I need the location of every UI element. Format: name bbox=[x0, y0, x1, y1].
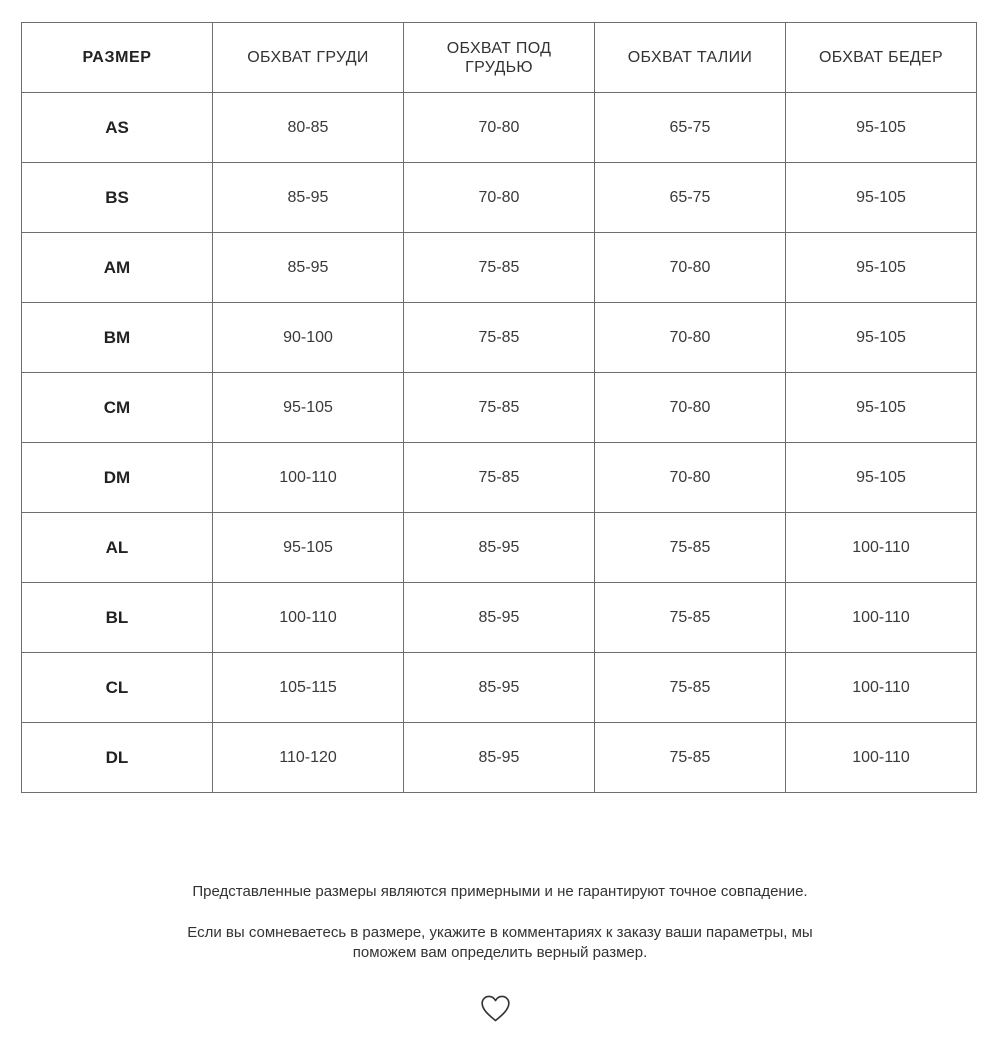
size-notes bbox=[0, 882, 1000, 963]
waist-cell: 70-80 bbox=[595, 233, 786, 303]
table-row bbox=[22, 583, 977, 653]
hips-cell: 95-105 bbox=[786, 443, 977, 513]
table-row bbox=[22, 93, 977, 163]
hips-cell: 100-110 bbox=[786, 583, 977, 653]
size-cell: DM bbox=[22, 443, 213, 513]
waist-cell: 70-80 bbox=[595, 303, 786, 373]
waist-cell: 65-75 bbox=[595, 93, 786, 163]
size-cell: DL bbox=[22, 723, 213, 793]
size-cell: BL bbox=[22, 583, 213, 653]
bust-cell: 90-100 bbox=[213, 303, 404, 373]
underbust-cell: 75-85 bbox=[404, 303, 595, 373]
header-hips: ОБХВАТ БЕДЕР bbox=[786, 23, 977, 93]
header-waist: ОБХВАТ ТАЛИИ bbox=[595, 23, 786, 93]
bust-cell: 100-110 bbox=[213, 583, 404, 653]
bust-cell: 100-110 bbox=[213, 443, 404, 513]
help-text: Если вы сомневаетесь в размере, укажите в комментариях к заказу ваши параметры, мы поможем вам определить верный размер. bbox=[187, 924, 813, 961]
size-cell: AS bbox=[22, 93, 213, 163]
underbust-cell: 85-95 bbox=[404, 723, 595, 793]
hips-cell: 95-105 bbox=[786, 373, 977, 443]
underbust-cell: 70-80 bbox=[404, 163, 595, 233]
hips-cell: 95-105 bbox=[786, 303, 977, 373]
table-row bbox=[22, 723, 977, 793]
disclaimer-text: Представленные размеры являются примерными и не гарантируют точное совпадение. bbox=[192, 883, 808, 900]
underbust-cell: 85-95 bbox=[404, 513, 595, 583]
bust-cell: 80-85 bbox=[213, 93, 404, 163]
hips-cell: 100-110 bbox=[786, 723, 977, 793]
table-row bbox=[22, 653, 977, 723]
size-cell: CM bbox=[22, 373, 213, 443]
size-cell: AM bbox=[22, 233, 213, 303]
header-underbust: ОБХВАТ ПОД ГРУДЬЮ bbox=[404, 23, 595, 93]
size-cell: AL bbox=[22, 513, 213, 583]
waist-cell: 75-85 bbox=[595, 653, 786, 723]
header-size: РАЗМЕР bbox=[22, 23, 213, 93]
underbust-cell: 85-95 bbox=[404, 653, 595, 723]
table-row bbox=[22, 303, 977, 373]
size-chart-body bbox=[22, 93, 977, 793]
header-row bbox=[22, 23, 977, 93]
size-cell: BM bbox=[22, 303, 213, 373]
size-cell: BS bbox=[22, 163, 213, 233]
size-chart-table bbox=[21, 22, 977, 793]
size-chart-header bbox=[22, 23, 977, 93]
underbust-cell: 85-95 bbox=[404, 583, 595, 653]
hips-cell: 95-105 bbox=[786, 233, 977, 303]
table-row bbox=[22, 443, 977, 513]
bust-cell: 85-95 bbox=[213, 163, 404, 233]
bust-cell: 95-105 bbox=[213, 373, 404, 443]
heart-icon bbox=[480, 994, 511, 1023]
waist-cell: 70-80 bbox=[595, 373, 786, 443]
header-bust: ОБХВАТ ГРУДИ bbox=[213, 23, 404, 93]
waist-cell: 75-85 bbox=[595, 723, 786, 793]
hips-cell: 100-110 bbox=[786, 653, 977, 723]
waist-cell: 70-80 bbox=[595, 443, 786, 513]
waist-cell: 75-85 bbox=[595, 513, 786, 583]
underbust-cell: 75-85 bbox=[404, 233, 595, 303]
table-row bbox=[22, 373, 977, 443]
table-row bbox=[22, 233, 977, 303]
hips-cell: 95-105 bbox=[786, 93, 977, 163]
underbust-cell: 70-80 bbox=[404, 93, 595, 163]
hips-cell: 100-110 bbox=[786, 513, 977, 583]
bust-cell: 85-95 bbox=[213, 233, 404, 303]
size-cell: CL bbox=[22, 653, 213, 723]
waist-cell: 75-85 bbox=[595, 583, 786, 653]
bust-cell: 105-115 bbox=[213, 653, 404, 723]
underbust-cell: 75-85 bbox=[404, 373, 595, 443]
table-row bbox=[22, 513, 977, 583]
table-row bbox=[22, 163, 977, 233]
bust-cell: 95-105 bbox=[213, 513, 404, 583]
underbust-cell: 75-85 bbox=[404, 443, 595, 513]
waist-cell: 65-75 bbox=[595, 163, 786, 233]
hips-cell: 95-105 bbox=[786, 163, 977, 233]
bust-cell: 110-120 bbox=[213, 723, 404, 793]
